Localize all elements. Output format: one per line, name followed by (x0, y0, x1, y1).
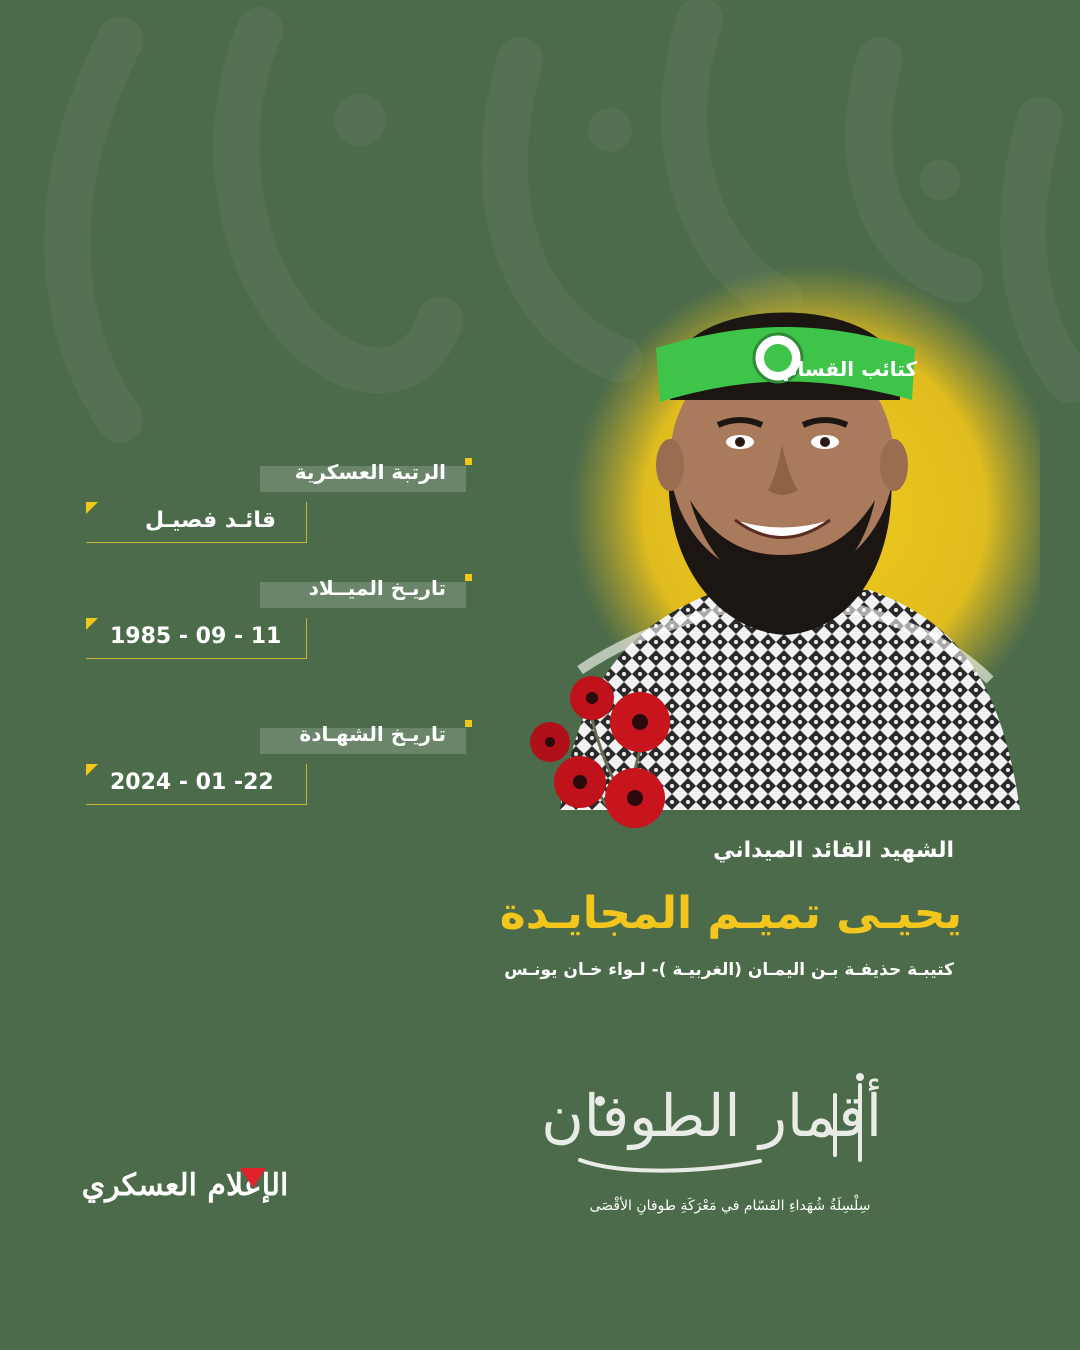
corner-triangle-icon (86, 764, 98, 776)
martyr-portrait (520, 250, 1040, 830)
field-birth-date (86, 576, 466, 692)
bullet-square-icon (465, 720, 472, 727)
pre-title: الشهيد القائد الميداني (713, 838, 954, 863)
headband-text: كتائب القسام (782, 357, 918, 381)
field-martyrdom-date (86, 722, 466, 838)
field-value: 1985 - 09 - 11 (110, 624, 282, 649)
bullet-square-icon (465, 458, 472, 465)
field-value: 2024 - 01 -22 (110, 770, 274, 795)
media-logo-text: الإعلام العسكري (81, 1168, 289, 1203)
field-value-box (86, 764, 307, 805)
field-label: تاريـخ الشهـادة (299, 722, 446, 746)
field-value-box (86, 502, 307, 543)
field-label: تاريـخ الميــلاد (308, 576, 446, 600)
bullet-square-icon (465, 574, 472, 581)
field-rank (86, 460, 466, 576)
field-value-box (86, 618, 307, 659)
corner-triangle-icon (86, 618, 98, 630)
series-subtitle: سِلْسِلَةُ شُهَداءِ القَسّام في مَعْرَكَةِ طوفانِ الأقْصَى (589, 1198, 871, 1214)
triangle-flag-icon (240, 1168, 266, 1188)
corner-triangle-icon (86, 502, 98, 514)
martyr-name: يحيـى تميـم المجايـدة (499, 888, 962, 939)
unit-text: كتيبـة حذيفـة بـن اليمـان (الغربيـة )- لـواء خـان يونـس (504, 960, 954, 980)
field-value: قائـد فصيـل (144, 508, 276, 533)
field-label: الرتبة العسكرية (294, 460, 446, 484)
series-title: أقمار الطوفان (541, 1082, 882, 1150)
